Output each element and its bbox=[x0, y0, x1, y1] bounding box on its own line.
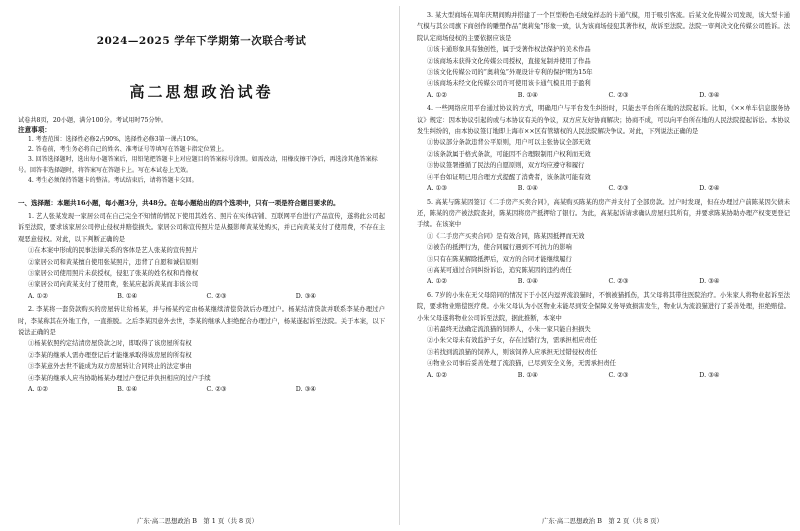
section-heading: 一、选择题：本题共16小题，每小题3分，共48分。在每小题给出的四个选项中，只有一项是符合题目要求的。 bbox=[18, 199, 340, 208]
choice-b: B. ①④ bbox=[517, 91, 538, 99]
choice-a: A. ①③ bbox=[427, 185, 447, 193]
question-stem: 6. 7岁的小朱在无父母陪同的情况下于小区内逗弄流浪猫时，不慎被猫抓伤，其父母将其带往医院治疗。小朱家人将物业起诉至法院，要求物业赔偿医疗费。小朱父母认为小区物业未能尽到安全保障义务导致损害发生，物业认为流浪猫进行了妥善处理，拒绝赔偿。小朱父母遂将物业公司诉至法院，据此推断，本案中 bbox=[417, 291, 790, 322]
exam-title: 2024—2025 学年下学期第一次联合考试 bbox=[96, 35, 307, 47]
subject-title: 高二思想政治试卷 bbox=[129, 83, 274, 101]
page-gutter bbox=[399, 6, 400, 525]
statement-option: ④该商场未经文化传媒公司许可使用该卡通气模且用于盈利 bbox=[427, 80, 591, 88]
exam-info: 试卷共8页，20小题，满分100分。考试用时75分钟。 bbox=[18, 117, 168, 124]
choice-c: C. ②③ bbox=[608, 371, 629, 379]
answer-choices bbox=[18, 291, 385, 302]
question-stem: 5. 高某与陈某因签订《二手房产买卖合同》，高某购买陈某的房产并支付了全部房款。过户时发现，但在办理过户前陈某因欠债未还，陈某的房产被法院查封，陈某因将房产抵押给了银行。为此，高某起诉请求确认房屋归其所有，并要求陈某协助办理产权变更登记手续。在该案中 bbox=[417, 198, 790, 229]
statement-option: ①协议部分条款违背公平原则，用户可以主张协议全部无效 bbox=[427, 139, 591, 147]
question-stem: 4. 一些网络应用平台通过协议的方式，明确用户与平台发生纠纷时，只能去平台所在地的法院起诉。比如，《××单车信息服务协议》规定：因本协议引起的或与本协议有关的争议，双方应友好协商解决；协商不成，可以向平台所在地的人民法院提起诉讼。本协议发生纠纷的，由本协议签订地即上海市××区有管辖权的人民法院解决争议。对此，下列说法正确的是 bbox=[417, 105, 790, 136]
statement-option: ②小朱父母未有效监护子女，存在过错行为，需承担相应责任 bbox=[427, 337, 598, 345]
statement-option: ③李某意外去世不能成为双方房屋转让合同终止的法定事由 bbox=[28, 363, 192, 371]
statement-option: ①杨某依照约定结清房屋贷款之时，即取得了该房屋所有权 bbox=[28, 340, 192, 348]
question-1 bbox=[18, 211, 385, 302]
page-footer: 广东·高二思想政治 B 第 1 页（共 8 页） bbox=[137, 517, 258, 525]
choice-d: D. ③④ bbox=[699, 371, 720, 379]
statement-option: ②家居公司和黄某擅自使用张某照片，违背了自愿和诚信原则 bbox=[28, 258, 199, 266]
choice-d: D. ③④ bbox=[295, 292, 316, 300]
statement-option: ④物业公司事后妥善处理了流浪猫，已尽到安全义务，无需承担责任 bbox=[427, 360, 616, 368]
statement-option: ②该商场未获得文化传媒公司授权，直接复制并使用了作品 bbox=[427, 57, 591, 65]
notice-heading: 注意事项： bbox=[18, 126, 51, 134]
choice-b: B. ①④ bbox=[517, 371, 538, 379]
statement-option: ①该卡通形象具有独创性，属于受著作权法保护的美术作品 bbox=[427, 46, 591, 54]
choice-b: B. ①④ bbox=[117, 386, 138, 394]
statement-option: ④高某可通过合同纠纷诉讼，追究陈某因的违约责任 bbox=[427, 266, 572, 274]
statement-option: ①若最终无法确定流浪猫的饲养人，小朱一家只能自担损失 bbox=[427, 325, 591, 333]
choice-a: A. ①② bbox=[28, 292, 48, 300]
notice-item: 1. 考查范围：选择性必修2占90%，选择性必修3第一课占10%。 bbox=[28, 136, 202, 143]
choice-c: C. ②③ bbox=[206, 292, 227, 300]
choice-b: B. ①④ bbox=[517, 278, 538, 286]
notice-item: 3. 回答选择题时，选出每小题答案后，用铅笔把答题卡上对应题目的答案标号涂黑。如需改动，用橡皮擦干净后，再选涂其他答案标号。回答非选择题时，将答案写在答题卡上。写在本试卷上无效。 bbox=[18, 156, 378, 174]
statement-option: ①《二手房产买卖合同》是有效合同，陈某因抵押而无效 bbox=[427, 232, 585, 240]
question-3 bbox=[417, 10, 790, 101]
choice-c: C. ②③ bbox=[206, 386, 227, 394]
statement-option: ②该条款属于格式条款，可能因不合理限制用户权利而无效 bbox=[427, 150, 591, 158]
choice-c: C. ②③ bbox=[608, 278, 629, 286]
answer-choices bbox=[417, 183, 790, 194]
question-2 bbox=[18, 304, 385, 395]
statement-option: ②被告的抵押行为，使合同履行遇到不可抗力的影响 bbox=[427, 244, 572, 252]
question-4 bbox=[417, 103, 790, 194]
statement-option: ④家居公司向黄某支付了使用费，张某应起诉黄某而非该公司 bbox=[28, 281, 199, 289]
notice-item: 4. 考生必须保持答题卡的整洁。考试结束后，请将答题卡交回。 bbox=[28, 176, 198, 184]
statement-option: ①在本案中形成的民事法律关系的客体是艺人张某的宣传照片 bbox=[28, 247, 199, 255]
statement-option: ④李某的继承人应当协助杨某办理过户登记并负担相应的过户手续 bbox=[28, 374, 211, 382]
statement-option: ③家居公司使用照片未获授权，侵犯了张某的姓名权和肖像权 bbox=[28, 270, 199, 278]
choice-a: A. ①② bbox=[427, 91, 447, 99]
right-page bbox=[405, 0, 800, 531]
choice-c: C. ②③ bbox=[608, 91, 629, 99]
statement-option: ③该文化传媒公司的“奥莉兔”外观设计专利的保护期为15年 bbox=[427, 69, 593, 77]
page-footer: 广东·高二思想政治 B 第 2 页（共 8 页） bbox=[542, 517, 663, 525]
statement-option: ③只有在陈某解除抵押后，双方的合同才能继续履行 bbox=[427, 255, 572, 263]
question-stem: 2. 李某将一套贷款购买的房屋转让给杨某，并与杨某约定由杨某继续清偿贷款后办理过户。杨某结清贷款并联系李某办理过户时，李某称其在外地工作，一直推脱。之后李某因意外去世，李某的继承人拒绝配合办理过户，杨某遂起诉至法院。关于本案，以下说法正确的是 bbox=[18, 306, 385, 337]
choice-d: D. ②④ bbox=[699, 185, 720, 193]
statement-option: ④平台如证明已用合理方式提醒了消费者，该条款可能有效 bbox=[427, 173, 591, 181]
notice-item: 2. 答卷前，考生务必将自己的姓名、准考证号等填写在答题卡指定位置上。 bbox=[28, 146, 228, 154]
choice-b: B. ①④ bbox=[517, 185, 538, 193]
answer-choices bbox=[417, 90, 790, 101]
question-stem: 3. 某大型商场在周年庆期间购并搭建了一个巨型粉色毛绒兔样态的卡通气模，用于吸引客流。后某文化传媒公司发现，该大型卡通气模与其公司旗下商创作的雕塑作品“奥莉兔”形象一致，认为该商场侵犯其著作权，故诉至法院。法院一审判决文化传媒公司胜诉。法院认定商场侵权的主要依据应该是 bbox=[417, 12, 790, 42]
statement-option: ②李某的继承人需办理登记后才能继承取得该房屋的所有权 bbox=[28, 351, 192, 359]
question-5 bbox=[417, 197, 790, 288]
choice-a: A. ①② bbox=[427, 371, 447, 379]
choice-b: B. ①④ bbox=[117, 292, 138, 300]
left-page bbox=[0, 0, 395, 531]
choice-c: C. ②③ bbox=[608, 185, 629, 193]
question-6 bbox=[417, 290, 790, 381]
question-stem: 1. 艺人张某发现一家居公司在自己完全不知情的情况下使用其姓名、照片在实体店铺、互联网平台进行产品宣传，遂将此公司起诉至法院，要求该家居公司停止侵权并赔偿损失。家居公司称宣传照片是从摄影师黄某处购买，并已向黄某支付了使用费，不存在主观恶意侵权。对此，以下判断正确的是 bbox=[18, 213, 385, 243]
choice-d: D. ③④ bbox=[699, 91, 720, 99]
statement-option: ③协议签署遵循了民法的自愿原则，双方均应遵守和履行 bbox=[427, 162, 585, 170]
choice-a: A. ①② bbox=[427, 278, 447, 286]
choice-d: D. ③④ bbox=[295, 386, 316, 394]
statement-option: ③若找到流浪猫的饲养人，则该饲养人应承担无过错侵权责任 bbox=[427, 348, 598, 356]
answer-choices bbox=[18, 384, 385, 395]
answer-choices bbox=[417, 370, 790, 381]
choice-d: D. ③④ bbox=[699, 278, 720, 286]
choice-a: A. ①② bbox=[28, 386, 48, 394]
answer-choices bbox=[417, 276, 790, 287]
